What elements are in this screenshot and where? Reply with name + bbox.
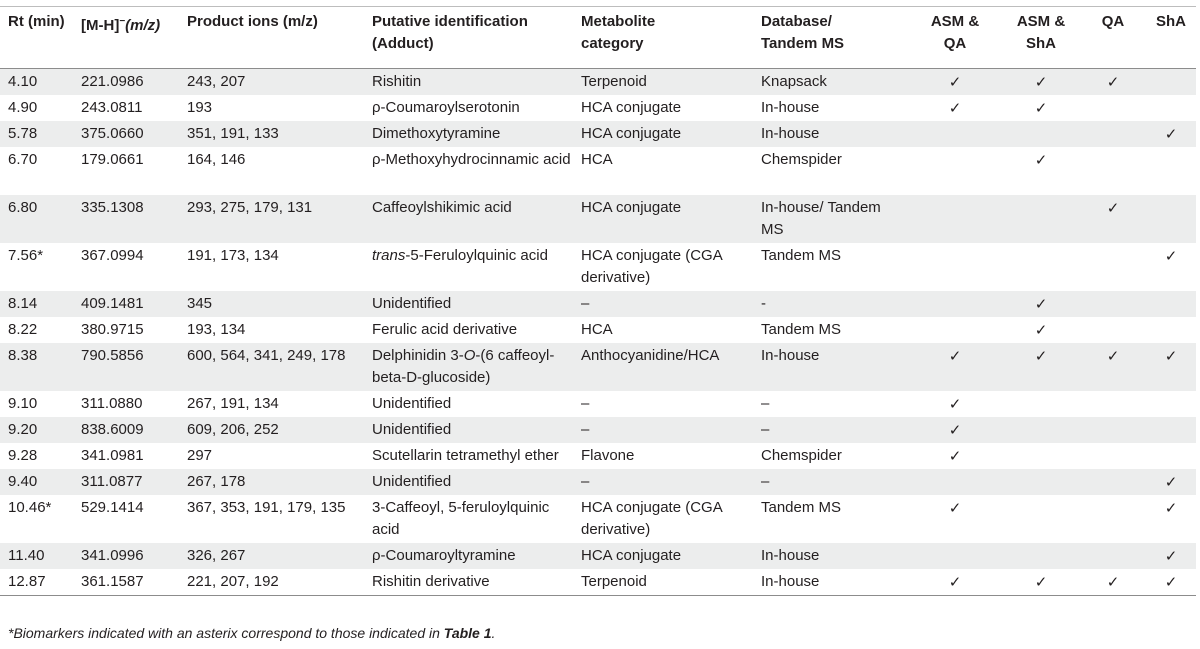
qa-cell (1080, 243, 1146, 291)
category-cell: – (573, 417, 753, 443)
sha-cell (1146, 343, 1196, 391)
rt-cell: 11.40 (0, 543, 73, 569)
mh-cell: 529.1414 (73, 495, 179, 543)
category-cell: – (573, 391, 753, 417)
category-cell: – (573, 291, 753, 317)
database-cell: In-house (753, 343, 908, 391)
product-ions-cell: 243, 207 (179, 69, 364, 96)
product-ions-cell: 297 (179, 443, 364, 469)
qa-cell (1080, 121, 1146, 147)
mh-cell: 335.1308 (73, 195, 179, 243)
qa-cell (1080, 291, 1146, 317)
asm-qa-cell (908, 391, 1002, 417)
qa-cell (1080, 317, 1146, 343)
qa-cell (1080, 469, 1146, 495)
mh-cell: 243.0811 (73, 95, 179, 121)
check-icon: ✓ (1164, 125, 1178, 143)
rt-cell: 4.90 (0, 95, 73, 121)
identification-text: ρ-Coumaroylserotonin (372, 99, 520, 116)
check-icon: ✓ (948, 573, 962, 591)
sha-cell (1146, 569, 1196, 596)
identification-italic: trans (372, 247, 406, 264)
identification-text: Unidentified (372, 295, 452, 312)
asm-qa-cell (908, 443, 1002, 469)
product-ions-cell: 351, 191, 133 (179, 121, 364, 147)
header-database: Database/ Tandem MS (753, 7, 908, 69)
check-icon: ✓ (1164, 499, 1178, 517)
qa-cell (1080, 195, 1146, 243)
table-row (0, 195, 1196, 243)
check-icon: ✓ (1034, 99, 1048, 117)
asm-sha-cell (1002, 69, 1080, 96)
asm-sha-cell (1002, 391, 1080, 417)
header-rt: Rt (min) (0, 7, 73, 69)
category-cell: Flavone (573, 443, 753, 469)
identification-text: Dimethoxytyramine (372, 125, 501, 142)
asm-sha-cell (1002, 95, 1080, 121)
asm-sha-cell (1002, 121, 1080, 147)
database-cell: In-house/ Tandem MS (753, 195, 908, 243)
mh-cell: 311.0880 (73, 391, 179, 417)
check-icon: ✓ (1164, 573, 1178, 591)
header-row (0, 7, 1196, 69)
rt-cell: 4.10 (0, 69, 73, 96)
qa-cell (1080, 343, 1146, 391)
identification-cell (364, 243, 573, 291)
database-cell: In-house (753, 95, 908, 121)
table-row (0, 291, 1196, 317)
product-ions-cell: 293, 275, 179, 131 (179, 195, 364, 243)
check-icon: ✓ (948, 73, 962, 91)
table-row (0, 317, 1196, 343)
identification-cell (364, 317, 573, 343)
table-row (0, 147, 1196, 195)
product-ions-cell: 345 (179, 291, 364, 317)
database-cell: – (753, 469, 908, 495)
asm-sha-cell (1002, 343, 1080, 391)
mh-cell: 367.0994 (73, 243, 179, 291)
database-cell: Knapsack (753, 69, 908, 96)
check-icon: ✓ (1164, 547, 1178, 565)
identification-cell (364, 417, 573, 443)
check-icon: ✓ (1164, 473, 1178, 491)
database-cell: - (753, 291, 908, 317)
mh-cell: 221.0986 (73, 69, 179, 96)
product-ions-cell: 193 (179, 95, 364, 121)
category-cell: HCA conjugate (CGA derivative) (573, 495, 753, 543)
asm-qa-cell (908, 469, 1002, 495)
header-sha: ShA (1146, 7, 1196, 69)
rt-cell: 8.38 (0, 343, 73, 391)
check-icon: ✓ (1034, 347, 1048, 365)
sha-cell (1146, 291, 1196, 317)
identification-suffix: -(6 caffeoyl-beta-D-glucoside) (372, 347, 555, 386)
check-icon: ✓ (1106, 199, 1120, 217)
database-cell: Tandem MS (753, 495, 908, 543)
table-row (0, 391, 1196, 417)
product-ions-cell: 267, 191, 134 (179, 391, 364, 417)
asm-sha-cell (1002, 569, 1080, 596)
table-body (0, 69, 1196, 596)
sha-cell (1146, 121, 1196, 147)
sha-cell (1146, 443, 1196, 469)
identification-text: Caffeoylshikimic acid (372, 199, 512, 216)
mh-cell: 361.1587 (73, 569, 179, 596)
identification-cell (364, 543, 573, 569)
mh-cell: 179.0661 (73, 147, 179, 195)
rt-cell: 9.28 (0, 443, 73, 469)
qa-cell (1080, 543, 1146, 569)
database-cell: In-house (753, 543, 908, 569)
sha-cell (1146, 317, 1196, 343)
metabolite-table (0, 6, 1196, 596)
asm-qa-cell (908, 291, 1002, 317)
check-icon: ✓ (1034, 295, 1048, 313)
asm-sha-cell (1002, 291, 1080, 317)
rt-cell: 10.46* (0, 495, 73, 543)
identification-text: Rishitin derivative (372, 573, 490, 590)
header-asm-qa: ASM & QA (908, 7, 1002, 69)
sha-cell (1146, 95, 1196, 121)
database-cell: Chemspider (753, 147, 908, 195)
check-icon: ✓ (1106, 73, 1120, 91)
sha-cell (1146, 543, 1196, 569)
category-cell: HCA conjugate (CGA derivative) (573, 243, 753, 291)
identification-cell (364, 147, 573, 195)
asm-qa-cell (908, 317, 1002, 343)
qa-cell (1080, 569, 1146, 596)
footnote: *Biomarkers indicated with an asterix correspond to those indicated in Table 1. (8, 625, 496, 641)
rt-cell: 8.14 (0, 291, 73, 317)
qa-cell (1080, 147, 1146, 195)
sha-cell (1146, 495, 1196, 543)
header-mh: [M-H]−(m/z) (73, 7, 179, 69)
check-icon: ✓ (948, 421, 962, 439)
category-cell: HCA (573, 317, 753, 343)
database-cell: – (753, 391, 908, 417)
mh-cell: 790.5856 (73, 343, 179, 391)
asm-sha-cell (1002, 543, 1080, 569)
mh-cell: 380.9715 (73, 317, 179, 343)
product-ions-cell: 326, 267 (179, 543, 364, 569)
mh-cell: 341.0996 (73, 543, 179, 569)
check-icon: ✓ (1034, 321, 1048, 339)
sha-cell (1146, 69, 1196, 96)
asm-qa-cell (908, 69, 1002, 96)
asm-sha-cell (1002, 469, 1080, 495)
table-row (0, 95, 1196, 121)
identification-text: Delphinidin 3- (372, 347, 464, 364)
product-ions-cell: 267, 178 (179, 469, 364, 495)
check-icon: ✓ (1106, 573, 1120, 591)
category-cell: Terpenoid (573, 569, 753, 596)
identification-suffix: -5-Feruloylquinic acid (405, 247, 548, 264)
header-category: Metabolite category (573, 7, 753, 69)
identification-text: Unidentified (372, 473, 452, 490)
product-ions-cell: 193, 134 (179, 317, 364, 343)
identification-text: 3-Caffeoyl, 5-feruloylquinic acid (372, 499, 550, 538)
rt-cell: 8.22 (0, 317, 73, 343)
category-cell: HCA conjugate (573, 195, 753, 243)
product-ions-cell: 221, 207, 192 (179, 569, 364, 596)
mh-cell: 409.1481 (73, 291, 179, 317)
qa-cell (1080, 443, 1146, 469)
mh-cell: 375.0660 (73, 121, 179, 147)
table-row (0, 243, 1196, 291)
sha-cell (1146, 391, 1196, 417)
identification-cell (364, 69, 573, 96)
asm-sha-cell (1002, 195, 1080, 243)
rt-cell: 6.80 (0, 195, 73, 243)
identification-text: Scutellarin tetramethyl ether (372, 447, 559, 464)
table-row (0, 469, 1196, 495)
sha-cell (1146, 417, 1196, 443)
check-icon: ✓ (948, 99, 962, 117)
check-icon: ✓ (1164, 347, 1178, 365)
identification-cell (364, 291, 573, 317)
product-ions-cell: 191, 173, 134 (179, 243, 364, 291)
table-row (0, 443, 1196, 469)
identification-cell (364, 391, 573, 417)
identification-text: Unidentified (372, 421, 452, 438)
rt-cell: 7.56* (0, 243, 73, 291)
asm-sha-cell (1002, 417, 1080, 443)
qa-cell (1080, 417, 1146, 443)
category-cell: HCA (573, 147, 753, 195)
table-row (0, 417, 1196, 443)
mh-cell: 838.6009 (73, 417, 179, 443)
asm-qa-cell (908, 417, 1002, 443)
identification-cell (364, 469, 573, 495)
identification-text: Unidentified (372, 395, 452, 412)
identification-cell (364, 443, 573, 469)
check-icon: ✓ (948, 499, 962, 517)
asm-qa-cell (908, 543, 1002, 569)
sha-cell (1146, 195, 1196, 243)
product-ions-cell: 367, 353, 191, 179, 135 (179, 495, 364, 543)
sha-cell (1146, 469, 1196, 495)
asm-qa-cell (908, 95, 1002, 121)
asm-qa-cell (908, 343, 1002, 391)
asm-qa-cell (908, 569, 1002, 596)
product-ions-cell: 164, 146 (179, 147, 364, 195)
sha-cell (1146, 243, 1196, 291)
identification-cell (364, 343, 573, 391)
asm-sha-cell (1002, 147, 1080, 195)
mh-cell: 311.0877 (73, 469, 179, 495)
category-cell: HCA conjugate (573, 95, 753, 121)
table-row (0, 121, 1196, 147)
rt-cell: 6.70 (0, 147, 73, 195)
check-icon: ✓ (1164, 247, 1178, 265)
database-cell: In-house (753, 569, 908, 596)
check-icon: ✓ (1034, 73, 1048, 91)
asm-qa-cell (908, 195, 1002, 243)
asm-sha-cell (1002, 495, 1080, 543)
asm-qa-cell (908, 147, 1002, 195)
identification-text: Ferulic acid derivative (372, 321, 518, 338)
table-row (0, 543, 1196, 569)
identification-cell (364, 95, 573, 121)
check-icon: ✓ (948, 447, 962, 465)
qa-cell (1080, 391, 1146, 417)
database-cell: Chemspider (753, 443, 908, 469)
identification-cell (364, 195, 573, 243)
qa-cell (1080, 69, 1146, 96)
identification-italic: O (463, 347, 476, 364)
category-cell: Terpenoid (573, 69, 753, 96)
table-row (0, 495, 1196, 543)
table-row (0, 343, 1196, 391)
identification-cell (364, 569, 573, 596)
check-icon: ✓ (1106, 347, 1120, 365)
category-cell: HCA conjugate (573, 121, 753, 147)
category-cell: – (573, 469, 753, 495)
mh-cell: 341.0981 (73, 443, 179, 469)
database-cell: In-house (753, 121, 908, 147)
rt-cell: 9.40 (0, 469, 73, 495)
table-row (0, 569, 1196, 596)
identification-text: ρ-Coumaroyltyramine (372, 547, 516, 564)
identification-text: Rishitin (372, 73, 422, 90)
rt-cell: 9.20 (0, 417, 73, 443)
database-cell: Tandem MS (753, 317, 908, 343)
header-asm-sha: ASM & ShA (1002, 7, 1080, 69)
asm-sha-cell (1002, 243, 1080, 291)
header-product-ions: Product ions (m/z) (179, 7, 364, 69)
database-cell: Tandem MS (753, 243, 908, 291)
asm-qa-cell (908, 243, 1002, 291)
category-cell: HCA conjugate (573, 543, 753, 569)
asm-sha-cell (1002, 317, 1080, 343)
asm-qa-cell (908, 495, 1002, 543)
product-ions-cell: 600, 564, 341, 249, 178 (179, 343, 364, 391)
identification-text: ρ-Methoxyhydrocinnamic acid (372, 151, 571, 168)
identification-cell (364, 121, 573, 147)
product-ions-cell: 609, 206, 252 (179, 417, 364, 443)
check-icon: ✓ (1034, 573, 1048, 591)
identification-cell (364, 495, 573, 543)
check-icon: ✓ (1034, 151, 1048, 169)
check-icon: ✓ (948, 347, 962, 365)
qa-cell (1080, 95, 1146, 121)
sha-cell (1146, 147, 1196, 195)
asm-qa-cell (908, 121, 1002, 147)
table-row (0, 69, 1196, 96)
rt-cell: 12.87 (0, 569, 73, 596)
header-identification: Putative identification (Adduct) (364, 7, 573, 69)
rt-cell: 5.78 (0, 121, 73, 147)
category-cell: Anthocyanidine/HCA (573, 343, 753, 391)
database-cell: – (753, 417, 908, 443)
qa-cell (1080, 495, 1146, 543)
rt-cell: 9.10 (0, 391, 73, 417)
asm-sha-cell (1002, 443, 1080, 469)
check-icon: ✓ (948, 395, 962, 413)
header-qa: QA (1080, 7, 1146, 69)
